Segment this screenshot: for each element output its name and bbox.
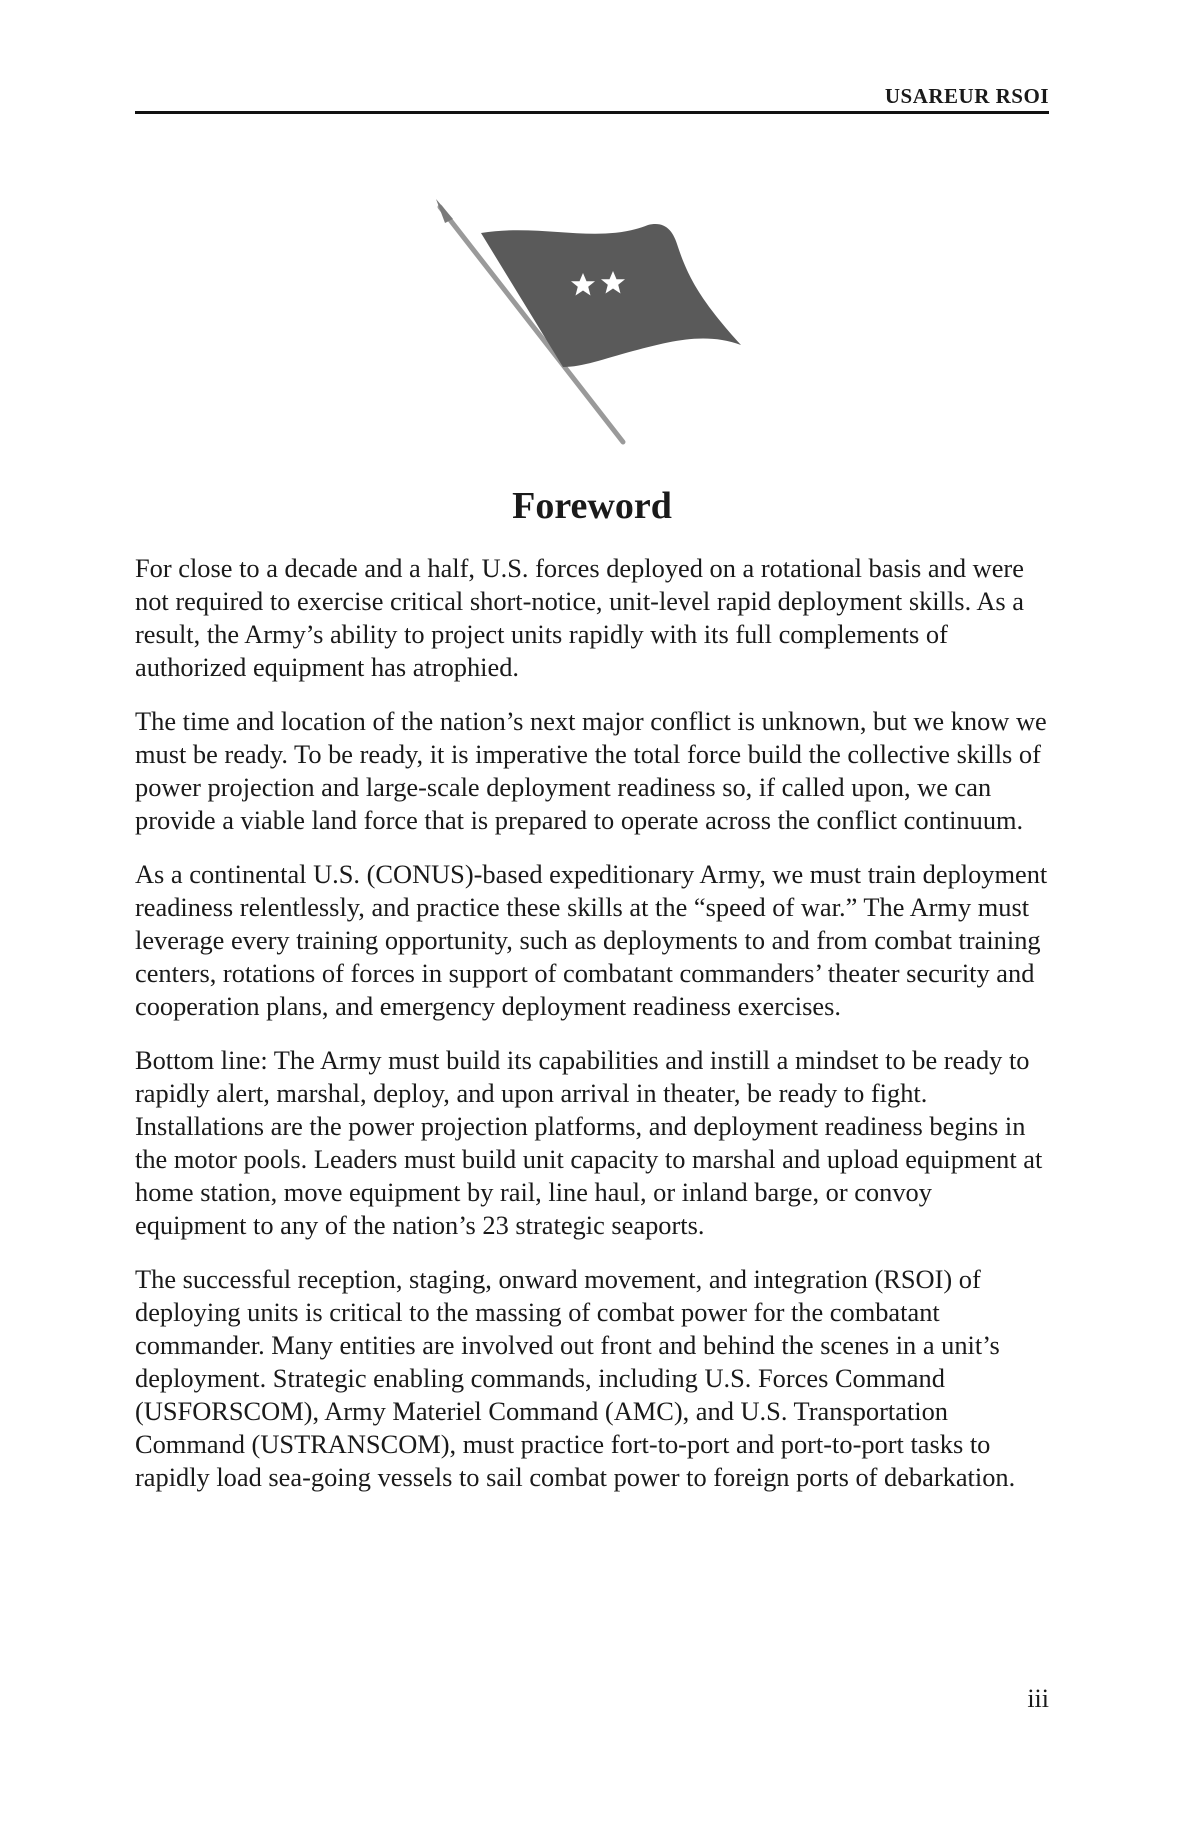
paragraph: Bottom line: The Army must build its capabilities and instill a mindset to be ready to rapidly alert, marshal, deploy, and upon arrival in theater, be ready to fight. Installations are the power projection platforms, and deployment readiness begins in the motor pools. Leaders must build unit capacity to marshal and upload equipment at home station, move equipment by rail, line haul, or inland barge, or convoy equipment to any of the nation’s 23 strategic seaports.	[135, 1045, 1043, 1240]
paragraph: The time and location of the nation’s next major conflict is unknown, but we know we must be ready. To be ready, it is imperative the total force build the collective skills of power projection and large-scale deployment readiness so, if called upon, we can provide a viable land force that is prepared to operate across the conflict continuum.	[135, 706, 1047, 835]
paragraph: The successful reception, staging, onward movement, and integration (RSOI) of deploying units is critical to the massing of combat power for the combatant commander. Many entities are involved out front and behind the scenes in a unit’s deployment. Strategic enabling commands, including U.S. Forces Command (USFORSCOM), Army Materiel Command (AMC), and U.S. Transportation Command (USTRANSCOM), must practice fort-to-port and port-to-port tasks to rapidly load sea-going vessels to sail combat power to foreign ports of debarkation.	[135, 1264, 1016, 1492]
page-title: Foreword	[512, 485, 672, 527]
paragraph: For close to a decade and a half, U.S. forces deployed on a rotational basis and were not required to exercise critical short-notice, unit-level rapid deployment skills. As a result, the Army’s ability to project units rapidly with its full complements of authorized equipment has atrophied.	[135, 553, 1024, 682]
header-rule	[135, 111, 1049, 114]
page-number: iii	[1027, 1684, 1049, 1713]
paragraph: As a continental U.S. (CONUS)-based expeditionary Army, we must train deployment readiness relentlessly, and practice these skills at the “speed of war.” The Army must leverage every training opportunity, such as deployments to and from combat training centers, rotations of forces in support of combatant commanders’ theater security and cooperation plans, and emergency deployment readiness exercises.	[135, 859, 1048, 1021]
general-flag-two-stars-icon	[433, 195, 748, 448]
running-header: USAREUR RSOI	[884, 84, 1049, 108]
foreword-body	[135, 552, 1049, 1515]
